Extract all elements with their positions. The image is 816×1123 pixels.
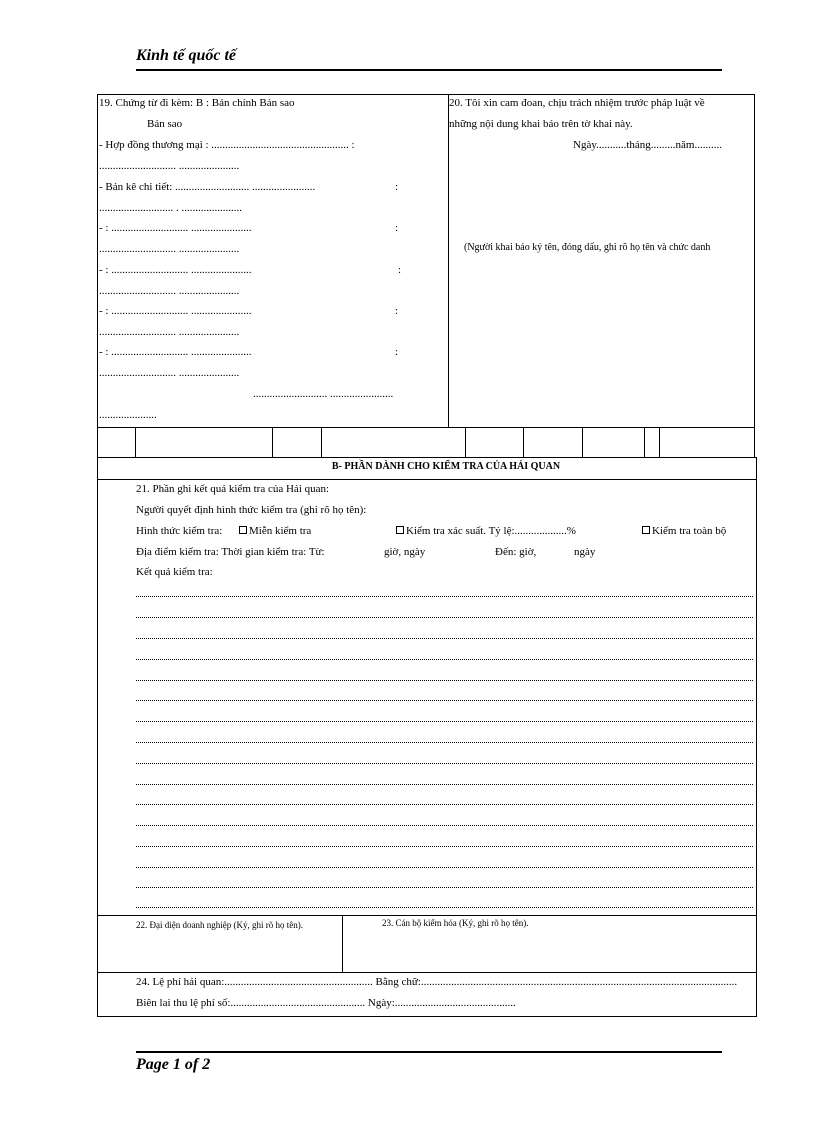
checkbox-icon[interactable] <box>396 526 404 534</box>
result-line[interactable] <box>136 825 753 826</box>
item21-label: 21. Phần ghi kết quả kiểm tra của Hải quan: <box>136 483 330 495</box>
result-line[interactable] <box>136 742 753 743</box>
decider-label: Người quyết định hình thức kiểm tra (ghi rõ họ tên): <box>136 504 367 516</box>
blank-cell-divider <box>465 427 466 458</box>
signature-row-top <box>97 915 757 916</box>
section19-detail-sub: ........................... . ...................... <box>99 202 242 214</box>
blank-cells-row <box>97 427 755 458</box>
checkbox-icon[interactable] <box>239 526 247 534</box>
result-line[interactable] <box>136 721 753 722</box>
result-line[interactable] <box>136 638 753 639</box>
section19-contract-sub: ............................ ...................... <box>99 160 240 172</box>
fee-line: 24. Lệ phí hải quan:...................................................... Bằng chữ:................................................................................................................... <box>136 976 738 988</box>
section19-row-a: - : ............................ ...................... <box>99 264 252 276</box>
checkbox-icon[interactable] <box>642 526 650 534</box>
blank-cell-divider <box>523 427 524 458</box>
to-label: Đến: giờ, <box>495 546 537 558</box>
page-indicator: Page 1 of 2 <box>136 1056 211 1073</box>
section19-line2: Bản sao <box>147 118 183 130</box>
footer-rule <box>136 1051 722 1053</box>
declaration-divider <box>448 94 449 428</box>
result-line[interactable] <box>136 596 753 597</box>
section20-signature-note: (Người khai báo ký tên, đóng dấu, ghi rõ họ tên và chức danh <box>464 242 711 253</box>
section19-row-a: - : ............................ ...................... <box>99 305 252 317</box>
signature-row-divider <box>342 915 343 973</box>
result-line[interactable] <box>136 804 753 805</box>
section19-tail2: ..................... <box>99 409 157 421</box>
section19-detail: - Bản kê chi tiết: ........................... ....................... <box>99 181 316 193</box>
day-label: ngày <box>574 546 596 558</box>
section19-row-b: : <box>395 346 399 358</box>
section23-label: 23. Cán bộ kiểm hóa (Ký, ghi rõ họ tên). <box>382 918 529 928</box>
result-label: Kết quả kiểm tra: <box>136 566 213 578</box>
result-line[interactable] <box>136 763 753 764</box>
blank-cell-divider <box>321 427 322 458</box>
signature-row-bottom <box>97 972 757 973</box>
result-line[interactable] <box>136 700 753 701</box>
section20-line2: những nội dung khai báo trên tờ khai này. <box>449 118 633 130</box>
section19-row-c: ............................ ...................... <box>99 326 240 338</box>
hour-day-label: giờ, ngày <box>384 546 426 558</box>
blank-cell-divider <box>659 427 660 458</box>
result-line[interactable] <box>136 680 753 681</box>
section22-label: 22. Đại diện doanh nghiệp (Ký, ghi rõ họ tên). <box>136 920 303 930</box>
section19-contract: - Hợp đồng thương mại : .................................................. : <box>99 139 355 151</box>
customs-section-title: B- PHẦN DÀNH CHO KIỂM TRA CỦA HẢI QUAN <box>331 461 561 472</box>
section19-row-a: - : ............................ ...................... <box>99 222 252 234</box>
result-line[interactable] <box>136 846 753 847</box>
section19-detail-colon: : <box>395 181 399 193</box>
result-line[interactable] <box>136 907 753 908</box>
section19-row-b: : <box>398 264 402 276</box>
option-sample[interactable] <box>396 525 576 537</box>
option-exempt-label: Miễn kiểm tra <box>249 525 312 537</box>
section19-row-b: : <box>395 305 399 317</box>
blank-cell-divider <box>135 427 136 458</box>
option-exempt[interactable] <box>239 525 311 537</box>
section19-line1: 19. Chứng từ đi kèm: B : Bản chính Bản sao <box>99 97 295 109</box>
header-title: Kinh tế quốc tế <box>136 47 237 64</box>
result-line[interactable] <box>136 887 753 888</box>
result-line[interactable] <box>136 659 753 660</box>
customs-title-rule <box>97 479 757 480</box>
section19-row-c: ............................ ...................... <box>99 285 240 297</box>
section19-row-a: - : ............................ ...................... <box>99 346 252 358</box>
result-line[interactable] <box>136 867 753 868</box>
result-line[interactable] <box>136 784 753 785</box>
option-full-label: Kiểm tra toàn bộ <box>652 525 727 537</box>
place-time-label: Địa điểm kiểm tra: Thời gian kiểm tra: Từ: <box>136 546 325 558</box>
blank-cell-divider <box>582 427 583 458</box>
option-sample-label: Kiểm tra xác suất. Tỷ lệ:...................% <box>406 525 576 537</box>
customs-section-box <box>97 457 757 1017</box>
section19-tail1: ........................... ....................... <box>253 388 394 400</box>
section20-date: Ngày...........tháng.........năm.......... <box>573 139 722 151</box>
section19-row-c: ............................ ...................... <box>99 243 240 255</box>
section19-row-c: ............................ ...................... <box>99 367 240 379</box>
blank-cell-divider <box>644 427 645 458</box>
section19-row-b: : <box>395 222 399 234</box>
blank-cell-divider <box>272 427 273 458</box>
receipt-line: Biên lai thu lệ phí số:................................................. Ngày:............................................ <box>136 997 516 1009</box>
header-rule <box>136 69 722 71</box>
check-form-row <box>136 525 222 537</box>
section20-line1: 20. Tôi xin cam đoan, chịu trách nhiệm trước pháp luật về <box>449 97 705 109</box>
check-form-label: Hình thức kiểm tra: <box>136 525 223 537</box>
result-line[interactable] <box>136 617 753 618</box>
option-full[interactable] <box>642 525 726 537</box>
